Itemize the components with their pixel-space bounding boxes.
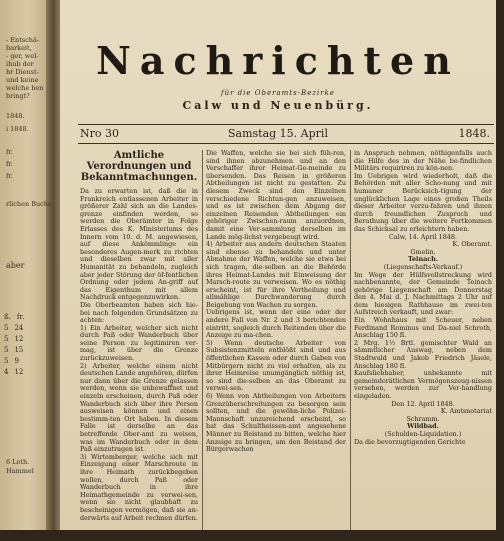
table-row: 5 9 — [4, 357, 19, 365]
column-divider — [350, 150, 351, 530]
fragment-line: welche ben — [6, 84, 44, 92]
section-heading: Amtliche Verordnungen und Bekanntmachungen. — [80, 150, 198, 183]
signature-office: K. Amtsnotariat — [440, 407, 492, 416]
paragraph: 2) Arbeiter, welche einem nicht deutschen Lande angehören, dürfen nur dann über die Grenze gelassen werden, wenn sie unbewaffnet und einzeln erscheinen, durch Paß oder Wanderbuch sich über ihre Person ausweisen können und einen bestimm-ten Ort haben. In diesem Falle ist derselbe an das betreffende Ober-amt zu weisen, was im Wanderbuch oder in dem Paß einzutragen ist. — [80, 361, 198, 454]
subtitle-small: für die Oberamts-Bezirke — [221, 89, 335, 97]
signature-date: Calw, 14. April 1848. — [389, 232, 457, 241]
fragment-line: aber — [6, 261, 25, 270]
paragraph: Ein Wohnhaus mit Scheuer, neben Ferdinand Rominus und Da-niel Schroth, Anschlag 150 fl. — [354, 316, 492, 340]
paragraph: Da die bevorzugtigenden Gerichte — [354, 437, 466, 446]
notice-title: Wildbad. — [407, 422, 439, 431]
paragraph: 1) Ein Arbeiter, welcher sich nicht durch Paß oder Wanderbuch über seine Person zu legitimiren ver-mag, ist über die Grenze zurückzuweisen. — [80, 323, 198, 363]
column-1 — [80, 150, 198, 522]
issue-year: 1848. — [458, 127, 490, 140]
paragraph: 5) Wenn deutsche Arbeiter von Subsistenzmitteln entblößt sind und aus öffentlichen Kassen oder durch Gaben von Mitbürgern nicht zu viel erhalten, als zu ihrer Heimreise unumgänglich nöthig ist, so sind die-selben an das Oberamt zu verwei-sen. — [206, 338, 346, 393]
paragraph: 6) Wenn von Abtheilungen von Arbeitern Grenzüberschreitungen zu besorgen sein sollten, und die gewöhn-liche Polizei-Mannschaft unzureichend erscheint, so hat das Schultheissen-amt angesehene Männer zu Beistand zu bitten, welche hier Anzeige zu bringen, um den Beistand der Bürgerwachen — [206, 392, 346, 454]
fragment-line: fr. — [6, 160, 13, 168]
paragraph: Kaufsliebhaber, unbekannte mit gemeinderätlichen Vermögenszeug-nissen versehen, werden zur Ver-handlung eingeladen. — [354, 369, 492, 400]
fragment-line: barkeit, — [6, 44, 32, 52]
subtitle-large: Calw und Neuenbürg. — [182, 99, 374, 112]
column-3 — [354, 150, 492, 446]
paragraph: Die Oberbeamten haben sich hie-bei nach folgenden Grundsätzen zu achten: — [80, 300, 198, 325]
fragment-line: ihub der — [6, 60, 34, 68]
issue-row — [78, 127, 494, 141]
paragraph: Im Wege der Hülfsvollstreckung wird nachbenannte, der Gemeinde Teinach gehörige Liegenschaft am Donnerstag den 4. Mai d. J. Nachmittags 2 Uhr auf dem hiesigen Rathhause im zwei-ten Aufstreich verkauft, und zwar: — [354, 270, 492, 317]
fragment-line: und keine — [6, 76, 39, 84]
fragment-line: bringt? — [6, 92, 30, 100]
column-divider — [202, 150, 203, 530]
fragment-line: fr. — [6, 172, 13, 180]
table-row: 5 15 — [4, 346, 24, 354]
paragraph: in Anspruch nehmen, nöthigenfalls auch die Hilfe des in der Nähe be-findlichen Militärs requiriren zu kön-nen. — [354, 149, 492, 173]
notice-subtitle: (Liegenschafts-Verkauf.) — [383, 262, 463, 271]
newspaper-title: Nachrichten — [96, 38, 460, 83]
paragraph: Da zu erwarten ist, daß die in Frankreich entlassenen Arbeiter in größerer Zahl sich an die Landes-grenze einfinden werden, so werden die Oberämter in Folge Erlasses des K. Ministeriums des Innern vom 10. d. M. angewiesen, auf diese Ankömmlinge ein besonderes Augen-merk zu richten und dieselben zwar mit aller Humanität zu behandeln, zugleich aber jeder Störung der öf-fentlichen Ordnung oder jedem An-griff auf das Eigenthum mit allem Nachdruck entgegenzuwirken. — [80, 187, 198, 302]
paragraph: Im Uebrigen wird wiederholt, daß die Behörden mit aller Scho-nung und mit humaner Berücksich-tigung der unglücklichen Lage eines großen Theils dieser Arbeiter verzu-fahren und ihnen durch freundlichen Zuspruch und Berathung über die weitere Fortkommen das Schicksal zu erleichtern haben. — [354, 171, 492, 233]
fragment-line: hr Dienst- — [6, 68, 39, 76]
fragment-line: - ger, wel- — [6, 52, 39, 60]
fragment-line: 6 Loth. — [6, 458, 30, 466]
fragment-line: fr. — [6, 148, 13, 156]
fragment-line: 1848. — [6, 112, 25, 120]
notice-subtitle: (Schulden-Liquidation.) — [384, 429, 462, 438]
fragment-line: i 1848. — [6, 125, 29, 133]
fragment-line: rlichen Buchs — [6, 200, 52, 208]
paragraph: 2 Mrg. 1½ Brtl. gemischter Wald an sämmtlicher Auswag, neben dem Stadtwald und Jakob Friedrich Jäsele, Anschlag 180 fl. — [354, 338, 492, 370]
paragraph: 3) Wirtemberger, welche sich mit Einzeigung einer Marschroute in ihre Heimath zurückbegeben wollen, durch Paß oder Wanderbuch in ihre Heimathgemeinde zu verwei-sen, wenn sie nicht glaubhaft zu bescheinigen vermögen, daß sie an-derwärts auf Arbeit rechnen dürfen. — [80, 452, 198, 522]
paragraph: 4) Arbeiter aus andern deutschen Staaten sind ebenso zu behandeln und unter Abnahme der Waffen, welche sie etwa bei sich tragen, die-selben an die Behörde ihres Heimat-Landes mit Einweisung der Marsch-route zu verweisen. Wo es nöthig erscheint, ist für ihre Vertheilung und allmählige Durchwanderung durch Beigebung von Wachen zu sorgen. — [206, 240, 346, 309]
issue-number: Nro 30 — [80, 127, 119, 140]
page-edge — [496, 0, 504, 541]
notice-title: Teinach. — [407, 255, 439, 264]
column-2 — [206, 150, 346, 454]
table-header: ß. fr. — [4, 313, 25, 321]
notice-date: Den 12. April 1848. — [391, 399, 455, 408]
price-table-fragment — [4, 312, 24, 378]
page-bottom-shadow — [0, 530, 504, 541]
table-row: 5 12 — [4, 335, 24, 343]
signature-name: Schramm. — [406, 414, 440, 423]
rule-top — [78, 124, 494, 125]
rule-bottom — [78, 143, 494, 144]
paragraph: Die Waffen, welche sie bei sich füh-ren, sind ihnen abzunehmen und an den Verschaffer ihrer Heimat-Ge-meinde zu übersenden. Das Reisen in größeren Abtheilungen ist nicht zu gestatten. Zu diesem Zweck sind den Einzelnen verschiedene Richtun-gen anzuweisen, und es ist zwischen dem Abgang der einzelnen Reisenden Abtheilungen ein gehöriger Zwischen-raum anzuordnen, damit eine Ver-sammlung derselben im Lande mög-lichst vergebeugt wird. — [206, 149, 346, 241]
issue-date: Samstag 15. April — [228, 127, 328, 140]
table-row: 5 24 — [4, 324, 24, 332]
signature-name: Gmelin. — [410, 247, 436, 256]
signature-office: K. Oberamt. — [452, 240, 492, 249]
fragment-line: Hammel — [6, 467, 34, 475]
paragraph: Uebrigens ist, wenn der eine oder der andere Fall von Nr. 2 und 3 berichtenden eintritt, sogleich durch Reitenden über die Anzeige zu ma-chen. — [206, 308, 346, 340]
table-row: 4 12 — [4, 368, 24, 376]
fragment-line: - Entschä- — [6, 36, 40, 44]
